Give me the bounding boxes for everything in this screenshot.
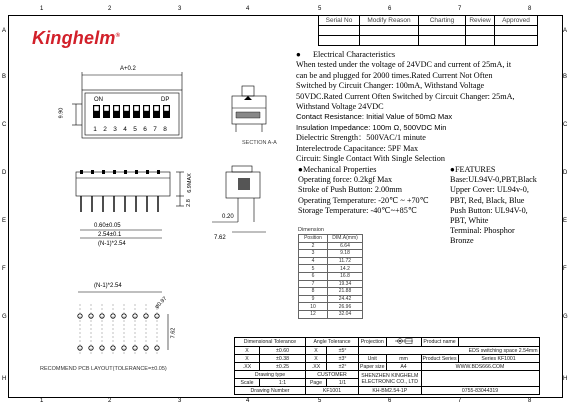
ruler-number: 3 <box>178 6 182 12</box>
dim-position: 10 <box>299 303 328 311</box>
paper-size-value: A4 <box>386 363 421 371</box>
dim-value: 11.72 <box>328 257 363 265</box>
scale-value: 1:1 <box>260 379 306 387</box>
website: WWW.BDS666.COM <box>421 363 539 371</box>
pin-pitch-dim: 2.54±0.1 <box>98 232 122 238</box>
product-series-value: Series KF1001 <box>458 355 539 363</box>
side-height-dim: 9.90 <box>58 107 65 119</box>
switch-number: 1 <box>93 126 97 133</box>
part-number: KH-BM2.54-1P <box>359 387 422 395</box>
unit-value: mm <box>386 355 421 363</box>
contact-resistance: Contact Resistance: Initial Value of 50mΩ Max <box>296 112 453 122</box>
ruler-letter: C <box>563 122 568 128</box>
angle-value: ±3° <box>327 355 359 363</box>
angle-level: X <box>306 347 327 355</box>
pcb-hole-dim: φ0.97 <box>153 295 169 311</box>
dim-value: 24.42 <box>328 295 363 303</box>
dim-position: 8 <box>299 288 328 296</box>
drawing-type-label: Drawing type <box>235 371 306 379</box>
ruler-letter: G <box>563 314 568 320</box>
rev-header-charting: Charting <box>419 16 466 26</box>
dim-value: 6.64 <box>328 242 363 250</box>
ruler-number: 7 <box>458 6 462 12</box>
side-thickness-dim: 0.20 <box>222 214 234 220</box>
features-line: Base:UL94V-0,PBT,Black <box>450 175 537 185</box>
switch-number: 4 <box>123 126 127 133</box>
unit-label: Unit <box>359 355 387 363</box>
electrical-title-row <box>296 50 556 60</box>
section-label: SECTION A-A <box>242 140 277 146</box>
pin-height-dim: 2.8 <box>185 199 192 207</box>
revision-header-row <box>319 16 538 26</box>
revision-row <box>319 36 538 46</box>
dielectric-strength: Dielectric Strength：500VAC/1 minute <box>296 133 426 143</box>
rev-header-reason: Modify Reason <box>360 16 419 26</box>
logo-text: Kinghelm <box>32 28 116 48</box>
rev-header-serial: Serial No <box>319 16 360 26</box>
ruler-number: 5 <box>318 398 322 404</box>
pcb-layout <box>78 292 168 356</box>
product-series-label: Product Series <box>422 355 457 362</box>
dim-value: 26.96 <box>328 303 363 311</box>
ruler-letter: D <box>2 170 7 176</box>
dimension-row <box>299 265 363 273</box>
drawing-number-value: KF1001 <box>306 387 359 395</box>
switch-number: 2 <box>103 126 107 133</box>
section-view <box>232 86 266 132</box>
dimension-row <box>299 310 363 318</box>
features-line: Terminal: Phosphor <box>450 226 515 236</box>
dim-position: 4 <box>299 257 328 265</box>
dim-value: 21.88 <box>328 288 363 296</box>
company-name: SHENZHEN KINGHELM ELECTRONIC CO., LTD <box>359 371 422 387</box>
dim-value: 9.18 <box>328 250 363 258</box>
dimension-table-title: Dimension <box>298 227 324 233</box>
electrical-line: When tested under the voltage of 24VDC and current of 25mA, it <box>296 60 512 70</box>
max-height-dim: 6.9MAX <box>186 173 193 193</box>
phone-number: 0755-83044319 <box>421 387 539 395</box>
ruler-letter: H <box>563 376 568 382</box>
interelectrode-capacitance: Interelectrode Capacitance: 5PF Max <box>296 143 419 153</box>
title-block <box>234 337 540 395</box>
product-name-label: Product name <box>421 338 458 347</box>
electrical-line: 50VDC.Rated Current Often Switched by Circuit Changer: 25mA, <box>296 91 515 101</box>
dim-position: 3 <box>299 250 328 258</box>
electrical-line: Switched by Circuit Changer: 100mA, Withstand Voltage <box>296 81 485 91</box>
pcb-span-dim: (N-1)*2.54 <box>94 283 122 289</box>
ruler-number: 6 <box>388 398 392 404</box>
side-view <box>212 166 266 232</box>
mechanical-line: Operating Temperature: -20℃ ~ +70℃ <box>298 195 429 205</box>
side-width-dim: 7.62 <box>214 235 226 241</box>
dp-label: DP <box>161 97 170 103</box>
tol-value: ±0.60 <box>260 347 306 355</box>
pcb-caption: RECOMMEND PCB LAYOUT(TOLERANCE=±0.05) <box>40 366 167 372</box>
switch-number: 7 <box>153 126 157 133</box>
empty-cell <box>421 371 539 387</box>
tol-level: .XX <box>235 363 260 371</box>
page-value: 1/1 <box>327 379 359 387</box>
switch-number: 5 <box>133 126 137 133</box>
dim-header-value: DIM.A(mm) <box>328 235 363 243</box>
dim-position: 2 <box>299 242 328 250</box>
features-line: Push Button: UL94V-0, <box>450 205 528 215</box>
ruler-letter: G <box>2 314 7 320</box>
dim-value: 16.8 <box>328 272 363 280</box>
ruler-letter: C <box>2 122 7 128</box>
dim-value: 14.2 <box>328 265 363 273</box>
dimension-row <box>299 303 363 311</box>
ruler-number: 6 <box>388 6 392 12</box>
features <box>450 165 558 247</box>
electrical-title: Electrical Characteristics <box>312 50 396 59</box>
mechanical-title: ●Mechanical Properties <box>298 165 377 174</box>
drawing-type-value: CUSTOMER <box>306 371 359 379</box>
switch-number-row <box>90 126 170 133</box>
ruler-number: 4 <box>246 398 250 404</box>
dim-tolerance-title: Dimensional Tolerance <box>235 338 306 347</box>
ruler-number: 4 <box>246 6 250 12</box>
ruler-letter: E <box>563 218 568 224</box>
ruler-number: 5 <box>318 6 322 12</box>
features-line: Bronze <box>450 236 474 246</box>
drawing-number-label: Drawing Number <box>235 387 306 395</box>
electrical-line: Withstand Voltage 24VDC <box>296 102 384 112</box>
dimension-row <box>299 257 363 265</box>
paper-size-label: Paper size <box>360 363 385 370</box>
tol-level: X <box>235 347 260 355</box>
pcb-row-dim: 7.62 <box>170 327 177 339</box>
mechanical-line: Storage Temperature: -40℃~+85℃ <box>298 205 418 215</box>
dimension-row <box>299 250 363 258</box>
dimension-header-row <box>299 235 363 243</box>
ruler-letter: H <box>2 376 7 382</box>
projection-symbol-icon <box>386 338 421 347</box>
ruler-letter: A <box>563 28 568 34</box>
tol-value: ±0.38 <box>260 355 306 363</box>
rev-header-approved: Approved <box>495 16 538 26</box>
electrical-line: can be and plugged for 2000 times.Rated Current Not Often <box>296 70 493 80</box>
features-line: Upper Cover: UL94v-0, <box>450 185 529 195</box>
projection-label: Projection <box>359 338 387 347</box>
pin-span-dim: (N-1)*2.54 <box>98 241 126 247</box>
scale-label: Scale <box>235 379 260 387</box>
dim-header-position: Position <box>299 235 328 243</box>
dimension-row <box>299 242 363 250</box>
pin-width-dim: 0.60±0.05 <box>94 223 121 229</box>
tol-value: ±0.25 <box>260 363 306 371</box>
ruler-letter: D <box>563 170 568 176</box>
product-name <box>458 338 539 347</box>
revision-row <box>319 26 538 36</box>
angle-level: .XX <box>306 363 327 371</box>
dim-position: 6 <box>299 272 328 280</box>
angle-value: ±5° <box>327 347 359 355</box>
dim-position: 7 <box>299 280 328 288</box>
mechanical-line: Stroke of Push Button: 2.00mm <box>298 185 402 195</box>
ruler-number: 3 <box>178 398 182 404</box>
logo-registered-mark: ® <box>115 33 121 39</box>
circuit-line: Circuit: Single Contact With Single Selection <box>296 154 445 164</box>
dimension-table <box>298 234 363 319</box>
ruler-number: 7 <box>458 398 462 404</box>
ruler-number: 1 <box>40 6 44 12</box>
ruler-number: 2 <box>108 6 112 12</box>
rev-header-review: Review <box>466 16 495 26</box>
product-name-value: EDS switching space 2.54mm <box>359 347 540 355</box>
ruler-letter: F <box>2 266 6 272</box>
ruler-number: 1 <box>40 398 44 404</box>
specifications <box>296 50 556 164</box>
revision-table <box>318 15 538 46</box>
ruler-letter: B <box>2 74 7 80</box>
dim-position: 12 <box>299 310 328 318</box>
on-label: ON <box>94 97 103 103</box>
mechanical-properties <box>298 165 448 216</box>
features-line: PBT, White <box>450 216 489 226</box>
tol-level: X <box>235 355 260 363</box>
switch-number: 8 <box>163 126 167 133</box>
angle-value: ±2° <box>327 363 359 371</box>
angle-tolerance-title: Angle Tolerance <box>306 338 359 347</box>
angle-level: X <box>306 355 327 363</box>
features-title: ●FEATURES <box>450 165 496 174</box>
ruler-number: 2 <box>108 398 112 404</box>
page-label: Page <box>306 379 327 387</box>
dim-value: 19.34 <box>328 280 363 288</box>
ruler-letter: F <box>563 266 567 272</box>
dim-position: 9 <box>299 295 328 303</box>
switch-number: 3 <box>113 126 117 133</box>
ruler-number: 8 <box>528 6 532 12</box>
dimension-row <box>299 288 363 296</box>
bullet-icon: ● <box>296 50 301 59</box>
dim-value: 32.04 <box>328 310 363 318</box>
ruler-letter: B <box>563 74 568 80</box>
dim-a-label: A+0.2 <box>120 66 136 72</box>
ruler-letter: A <box>2 28 7 34</box>
dimension-row <box>299 280 363 288</box>
dim-position: 5 <box>299 265 328 273</box>
ruler-letter: E <box>2 218 7 224</box>
mechanical-line: Operating force: 0.2kgf Max <box>298 175 393 185</box>
features-line: PBT, Red, Black, Blue <box>450 195 525 205</box>
dimension-row <box>299 272 363 280</box>
switch-number: 6 <box>143 126 147 133</box>
insulation-impedance: Insulation Impedance: 100m Ω, 500VDC Min <box>296 122 447 132</box>
ruler-number: 8 <box>528 398 532 404</box>
dimension-row <box>299 295 363 303</box>
